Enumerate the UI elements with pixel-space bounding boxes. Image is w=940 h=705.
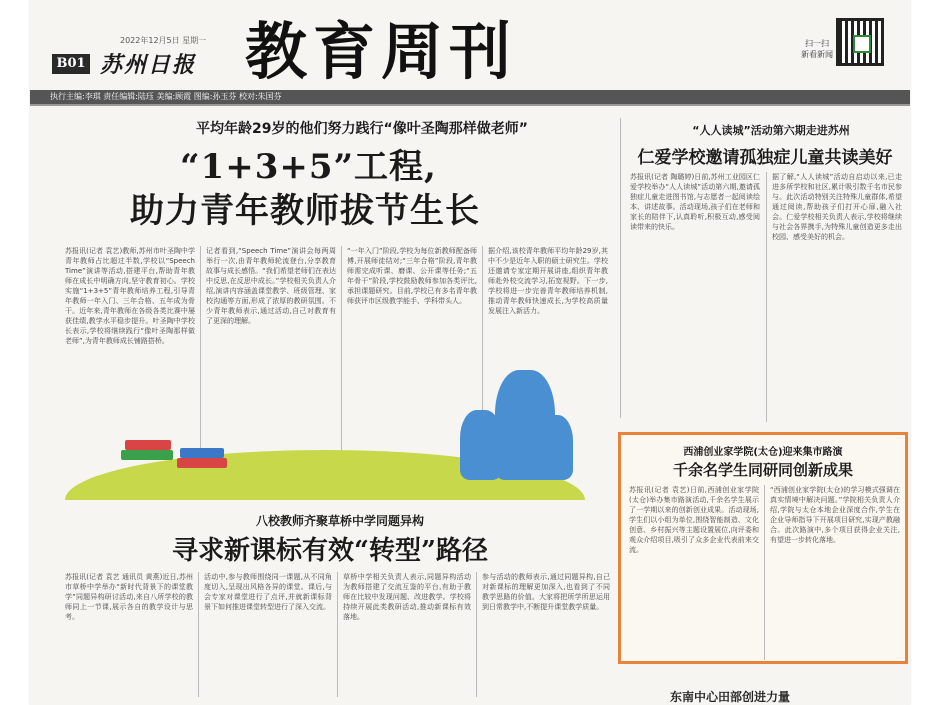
staff-line: 执行主编:李琪 责任编辑:陆珏 美编:顾霞 图编:孙玉芬 校对:朱国芬 xyxy=(30,90,910,104)
book-icon xyxy=(180,448,224,458)
main-body-col1: 苏报讯(记者 袁艺)教师,苏州市叶圣陶中学青年教师占比超过半数,学校以“Speech Time”演讲等活动,搭建平台,帮助青年教师在成长中明确方向,坚守教育初心。学校实施“1+3+5”青年教师培养工程,引导青年教师一年入门、三年合格、五年成为骨干。近年来,青年教师在各级各类比赛中屡获佳绩,教学水平稳步提升。叶圣陶中学校长表示,学校将继续践行“像叶圣陶那样做老师”,为青年教师成长铺路搭桥。 xyxy=(65,247,195,345)
child-figure-shape xyxy=(535,415,573,480)
divider xyxy=(30,104,910,106)
child-figure-shape xyxy=(460,410,502,480)
highlighted-article-box[interactable] xyxy=(618,432,908,664)
footer-teaser[interactable]: 东南中心田部创进力量 xyxy=(670,690,791,704)
date-line: 2022年12月5日 星期一 xyxy=(120,36,207,45)
column-divider xyxy=(198,572,199,697)
qr-code-icon[interactable] xyxy=(836,18,884,66)
main-body-col2: 记者看到,“Speech Time”演讲会每两周举行一次,由青年教师轮流登台,分享教育故事与成长感悟。“我们希望老师们在表达中反思,在反思中成长。”学校相关负责人介绍,演讲内容涵盖课堂教学、班级管理、家校沟通等方面,形成了浓厚的教研氛围。不少青年教师表示,通过活动,自己对教育有了更深的理解。 xyxy=(206,247,336,325)
main-headline-line2: 助力青年教师拔节生长 xyxy=(130,191,480,231)
bottom-body-col2: 活动中,参与教师围绕同一课题,从不同角度切入,呈现出风格各异的课堂。课后,与会专家对课堂进行了点评,并就新课标背景下如何推进课堂转型进行了深入交流。 xyxy=(204,573,332,611)
column-divider xyxy=(337,572,338,697)
bottom-body-col1: 苏报讯(记者 袁艺 通讯员 黄燕)近日,苏州市草桥中学举办“新时代背景下的课堂教学”同题异构研讨活动,来自八所学校的教师同上一节课,展示各自的教学设计与思考。 xyxy=(65,573,193,621)
column-divider xyxy=(476,572,477,697)
boxed-kicker: 西浦创业家学院(太仓)迎来集市路演 xyxy=(683,447,843,458)
bottom-body-col3: 草桥中学相关负责人表示,同题异构活动为教师搭建了交流互鉴的平台,有助于教师在比较中发现问题、改进教学。学校将持续开展此类教研活动,推动新课标有效落地。 xyxy=(343,573,471,621)
section-title: 教育周刊 xyxy=(245,15,518,88)
boxed-body-col2: “西浦创业家学院(太仓)的学习模式强调在真实情境中解决问题。”学院相关负责人介绍,学院与太仓本地企业深度合作,学生在企业导师指导下开展项目研究,实现产教融合。此次路演中,多个项目获得企业关注,有望进一步转化落地。 xyxy=(770,486,900,544)
page-number: B01 xyxy=(52,54,90,74)
bottom-kicker: 八校教师齐聚草桥中学同题异构 xyxy=(255,514,424,528)
bottom-body-col4: 参与活动的教师表示,通过同题异构,自己对新课标的理解更加深入,也看到了不同教学思路的价值。大家将把所学所思运用到日常教学中,不断提升课堂教学质量。 xyxy=(482,573,610,611)
column-divider xyxy=(620,118,621,418)
side-headline: 仁爱学校邀请孤独症儿童共读美好 xyxy=(637,148,893,168)
side-kicker: “人人读城”活动第六期走进苏州 xyxy=(692,124,850,137)
column-divider xyxy=(764,485,765,660)
main-body-col4: 据介绍,该校青年教师平均年龄29岁,其中不少是近年入职的硕士研究生。学校还邀请专家定期开展讲座,组织青年教师赴外校交流学习,拓宽视野。下一步,学校将进一步完善青年教师培养机制,推动青年教师快速成长,为学校高质量发展注入新活力。 xyxy=(488,247,608,315)
main-headline-line1: “1+3+5”工程, xyxy=(180,147,437,187)
boxed-headline: 千余名学生同研同创新成果 xyxy=(672,461,853,479)
reading-illustration xyxy=(65,370,585,500)
book-icon xyxy=(177,458,227,468)
bottom-headline: 寻求新课标有效“转型”路径 xyxy=(172,536,488,566)
book-icon xyxy=(121,450,173,460)
main-body-col3: “一年入门”阶段,学校为每位新教师配备师傅,开展师徒结对;“三年合格”阶段,青年教师需完成听课、磨课、公开课等任务;“五年骨干”阶段,学校鼓励教师参加各类评比,承担课题研究。目前,学校已有多名青年教师获评市区级教学能手、学科带头人。 xyxy=(347,247,477,305)
paper-name-logo: 苏州日报 xyxy=(100,52,197,78)
side-body-col1: 苏报讯(记者 陶璐婷)日前,苏州工业园区仁爱学校举办“人人读城”活动第六期,邀请孤独症儿童走进图书馆,与志愿者一起阅读绘本、讲述故事。活动现场,孩子们在老师和家长的陪伴下,认真聆听,积极互动,感受阅读带来的快乐。 xyxy=(630,173,760,231)
side-body-col2: 据了解,“人人读城”活动自启动以来,已走进多所学校和社区,累计吸引数千名市民参与。此次活动特别关注特殊儿童群体,希望通过阅读,帮助孩子们打开心扉,融入社会。仁爱学校相关负责人表示,学校将继续与社会各界携手,为特殊儿童创造更多走出校园、感受美好的机会。 xyxy=(772,173,902,241)
boxed-body-col1: 苏报讯(记者 袁艺)日前,西浦创业家学院(太仓)举办集市路演活动,千余名学生展示了一学期以来的创新创业成果。活动现场,学生们以小组为单位,围绕智能制造、文化创意、乡村振兴等主题设置展位,向评委和观众介绍项目,吸引了众多企业代表前来交流。 xyxy=(629,486,759,554)
main-kicker: 平均年龄29岁的他们努力践行“像叶圣陶那样做老师” xyxy=(196,121,528,137)
scan-label: 扫一扫 新看新闻 xyxy=(801,39,833,59)
book-icon xyxy=(125,440,171,450)
masthead xyxy=(30,0,910,90)
column-divider xyxy=(766,172,767,422)
newspaper-page xyxy=(30,0,910,705)
